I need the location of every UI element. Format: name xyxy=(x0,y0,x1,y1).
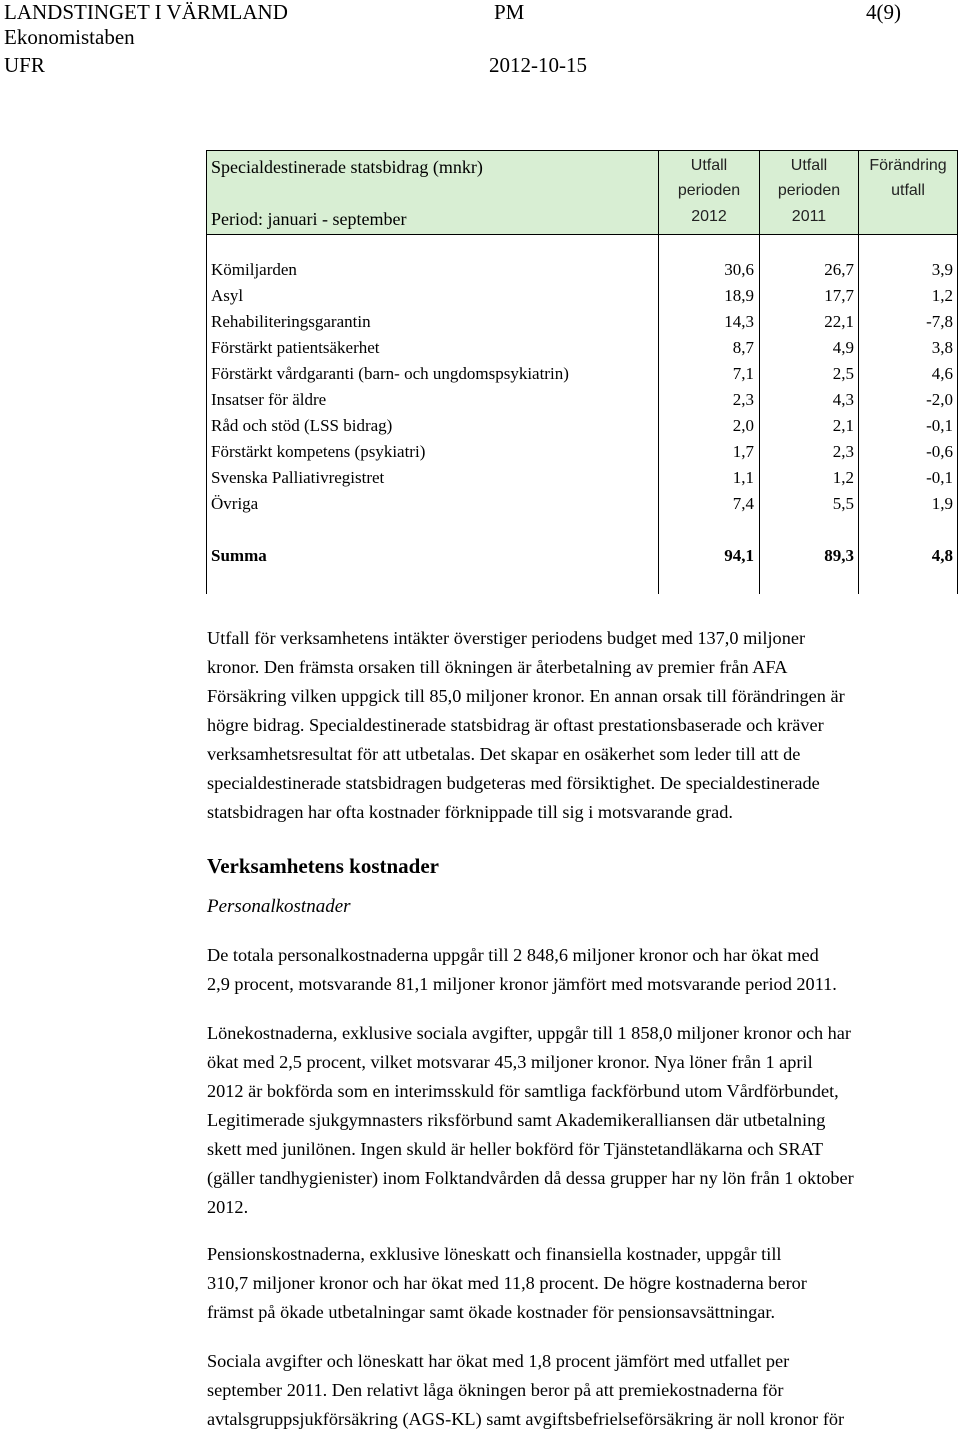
text-line: avtalsgruppsjukförsäkring (AGS-KL) samt avgiftsbefrielseförsäkring är noll kronor för xyxy=(207,1409,845,1429)
row-value-2011: 4,9 xyxy=(832,338,854,357)
col-2011-line1: Utfall xyxy=(790,157,828,174)
text-line: Legitimerade sjukgymnasters riksförbund samt Akademikeralliansen där utbetalning xyxy=(207,1110,826,1130)
row-value-change: -7,8 xyxy=(926,312,953,331)
table-border-left xyxy=(206,150,207,594)
text-line: Försäkring vilken uppgick till 85,0 miljoner kronor. En annan orsak till förändringen är xyxy=(207,686,845,706)
row-value-2012: 2,3 xyxy=(732,390,754,409)
text-line: Sociala avgifter och löneskatt har ökat med 1,8 procent jämfört med utfallet per xyxy=(207,1351,790,1371)
row-value-change: 1,9 xyxy=(931,494,953,513)
col-change-line2: utfall xyxy=(891,182,925,199)
row-label: Insatser för äldre xyxy=(211,390,327,409)
row-label: Råd och stöd (LSS bidrag) xyxy=(211,416,393,435)
row-value-change: -0,1 xyxy=(926,468,953,487)
row-value-2011: 4,3 xyxy=(832,390,854,409)
row-value-change: 1,2 xyxy=(931,286,953,305)
table-border-right xyxy=(957,150,958,594)
row-value-2012: 1,7 xyxy=(732,442,754,461)
row-label: Svenska Palliativregistret xyxy=(211,468,385,487)
row-value-change: -2,0 xyxy=(926,390,953,409)
text-line: 310,7 miljoner kronor och har ökat med 11,8 procent. De högre kostnaderna beror xyxy=(207,1273,807,1293)
paragraph-salaries xyxy=(207,1019,959,1222)
org-name: LANDSTINGET I VÄRMLAND xyxy=(4,0,288,24)
row-value-2011: 2,3 xyxy=(832,442,854,461)
table-border-top xyxy=(206,150,958,151)
paragraph-income xyxy=(207,624,959,827)
row-value-2011: 1,2 xyxy=(832,468,854,487)
page-number: 4(9) xyxy=(866,0,901,24)
text-line: statsbidragen har ofta kostnader förknippade till sig i motsvarande grad. xyxy=(207,802,733,822)
row-value-2012: 14,3 xyxy=(724,312,754,331)
text-line: 2012. xyxy=(207,1197,249,1217)
row-label: Förstärkt vårdgaranti (barn- och ungdomspsykiatrin) xyxy=(211,364,569,383)
text-line: 2,9 procent, motsvarande 81,1 miljoner kronor jämfört med motsvarande period 2011. xyxy=(207,974,837,994)
row-value-2012: 7,1 xyxy=(732,364,754,383)
text-line: De totala personalkostnaderna uppgår till 2 848,6 miljoner kronor och har ökat med xyxy=(207,945,819,965)
row-label: Övriga xyxy=(211,494,259,513)
sum-2011: 89,3 xyxy=(824,546,854,565)
text-line: 2012 är bokförda som en interimsskuld för samtliga fackförbund utom Vårdförbundet, xyxy=(207,1081,839,1101)
row-value-change: -0,1 xyxy=(926,416,953,435)
section-heading: Verksamhetens kostnader xyxy=(207,854,439,878)
doc-type: PM xyxy=(494,0,525,24)
row-label: Rehabiliteringsgarantin xyxy=(211,312,371,331)
row-label: Förstärkt patientsäkerhet xyxy=(211,338,380,357)
text-line: september 2011. Den relativt låga ökningen beror på att premiekostnaderna för xyxy=(207,1380,784,1400)
text-line: skett med junilönen. Ingen skuld är heller bokförd för Tjänstetandläkarna och SRAT xyxy=(207,1139,823,1159)
text-line: främst på ökade utbetalningar samt ökade kostnader för pensionsavsättningar. xyxy=(207,1302,776,1322)
row-value-2011: 2,5 xyxy=(832,364,854,383)
row-value-2011: 17,7 xyxy=(824,286,854,305)
sum-change: 4,8 xyxy=(931,546,953,565)
text-line: Pensionskostnaderna, exklusive löneskatt och finansiella kostnader, uppgår till xyxy=(207,1244,782,1264)
text-line: Lönekostnaderna, exklusive sociala avgifter, uppgår till 1 858,0 miljoner kronor och har xyxy=(207,1023,852,1043)
paragraph-pensions xyxy=(207,1240,959,1327)
text-line: kronor. Den främsta orsaken till ökningen är återbetalning av premier från AFA xyxy=(207,657,788,677)
row-label: Kömiljarden xyxy=(211,260,297,279)
text-line: högre bidrag. Specialdestinerade statsbidrag är oftast prestationsbaserade och kräver xyxy=(207,715,824,735)
row-value-change: 4,6 xyxy=(931,364,953,383)
row-value-2011: 22,1 xyxy=(824,312,854,331)
row-value-2011: 26,7 xyxy=(824,260,854,279)
row-value-2011: 2,1 xyxy=(832,416,854,435)
row-value-2012: 30,6 xyxy=(724,260,754,279)
row-value-2012: 7,4 xyxy=(732,494,754,513)
row-value-change: 3,8 xyxy=(931,338,953,357)
col-2012-line3: 2012 xyxy=(691,208,727,225)
row-label: Asyl xyxy=(211,286,244,305)
col-2012-line2: perioden xyxy=(677,182,741,199)
department: Ekonomistaben xyxy=(4,25,135,49)
col-2012-line1: Utfall xyxy=(690,157,728,174)
paragraph-personnel-total xyxy=(207,941,959,999)
section-subheading: Personalkostnader xyxy=(207,896,351,917)
text-line: specialdestinerade statsbidragen budgeteras med försiktighet. De specialdestinerade xyxy=(207,773,820,793)
col-change-line1: Förändring xyxy=(869,157,947,174)
row-value-2012: 8,7 xyxy=(732,338,754,357)
row-value-2012: 2,0 xyxy=(732,416,754,435)
table-period: Period: januari - september xyxy=(211,209,407,229)
unit: UFR xyxy=(4,53,45,77)
row-value-2011: 5,5 xyxy=(832,494,854,513)
col-2011-line2: perioden xyxy=(777,182,841,199)
row-label: Förstärkt kompetens (psykiatri) xyxy=(211,442,426,461)
row-value-change: -0,6 xyxy=(926,442,953,461)
text-line: (gäller tandhygienister) inom Folktandvården då dessa grupper har ny lön från 1 oktober xyxy=(207,1168,854,1188)
table-title: Specialdestinerade statsbidrag (mnkr) xyxy=(211,157,483,177)
table-header-divider xyxy=(206,234,958,235)
row-value-2012: 18,9 xyxy=(724,286,754,305)
row-value-change: 3,9 xyxy=(931,260,953,279)
row-value-2012: 1,1 xyxy=(732,468,754,487)
paragraph-social-fees xyxy=(207,1347,959,1434)
col-2011-line3: 2011 xyxy=(791,208,827,225)
text-line: ökat med 2,5 procent, vilket motsvarar 45,3 miljoner kronor. Nya löner från 1 april xyxy=(207,1052,813,1072)
doc-date: 2012-10-15 xyxy=(489,53,587,77)
grants-table xyxy=(206,150,958,594)
sum-label: Summa xyxy=(211,546,267,565)
text-line: verksamhetsresultat för att utbetalas. Det skapar en osäkerhet som leder till att de xyxy=(207,744,801,764)
text-line: Utfall för verksamhetens intäkter överstiger periodens budget med 137,0 miljoner xyxy=(207,628,806,648)
sum-2012: 94,1 xyxy=(724,546,754,565)
